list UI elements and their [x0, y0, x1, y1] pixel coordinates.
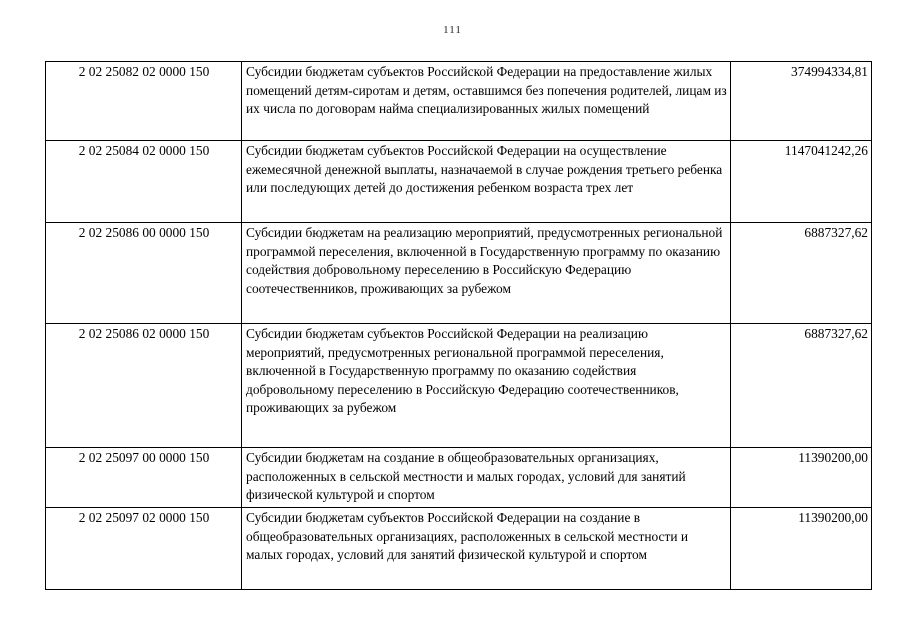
amount-cell: 374994334,81 — [731, 62, 872, 141]
table-row — [46, 62, 872, 141]
table-row — [46, 141, 872, 223]
table-row — [46, 223, 872, 324]
amount-cell: 1147041242,26 — [731, 141, 872, 223]
description-cell: Субсидии бюджетам на создание в общеобразовательных организациях, расположенных в сельской местности и малых городах, условий для занятий физической культурой и спортом — [242, 448, 731, 508]
description-cell: Субсидии бюджетам субъектов Российской Федерации на создание в общеобразовательных организациях, расположенных в сельской местности и малых городах, условий для занятий физической культурой и спортом — [242, 508, 731, 590]
table-row — [46, 448, 872, 508]
budget-revenue-table — [45, 61, 872, 590]
amount-cell: 6887327,62 — [731, 223, 872, 324]
budget-code-cell: 2 02 25097 02 0000 150 — [46, 508, 242, 590]
budget-code-cell: 2 02 25086 00 0000 150 — [46, 223, 242, 324]
budget-code-cell: 2 02 25097 00 0000 150 — [46, 448, 242, 508]
description-cell: Субсидии бюджетам субъектов Российской Федерации на предоставление жилых помещений детям-сиротам и детям, оставшимся без попечения родителей, лицам из их числа по договорам найма специализированных жилых помещений — [242, 62, 731, 141]
table-row — [46, 508, 872, 590]
budget-code-cell: 2 02 25082 02 0000 150 — [46, 62, 242, 141]
table-row — [46, 324, 872, 448]
description-cell: Субсидии бюджетам субъектов Российской Федерации на осуществление ежемесячной денежной выплаты, назначаемой в случае рождения третьего ребенка или последующих детей до достижения ребенком возраста трех лет — [242, 141, 731, 223]
description-cell: Субсидии бюджетам на реализацию мероприятий, предусмотренных региональной программой переселения, включенной в Государственную программу по оказанию содействия добровольному переселению в Российскую Федерацию соотечественников, проживающих за рубежом — [242, 223, 731, 324]
budget-code-cell: 2 02 25084 02 0000 150 — [46, 141, 242, 223]
amount-cell: 6887327,62 — [731, 324, 872, 448]
budget-code-cell: 2 02 25086 02 0000 150 — [46, 324, 242, 448]
amount-cell: 11390200,00 — [731, 448, 872, 508]
page-number: 111 — [443, 24, 462, 36]
amount-cell: 11390200,00 — [731, 508, 872, 590]
description-cell: Субсидии бюджетам субъектов Российской Федерации на реализацию мероприятий, предусмотренных региональной программой переселения, включенной в Государственную программу по оказанию содействия добровольному переселению в Российскую Федерацию соотечественников, проживающих за рубежом — [242, 324, 731, 448]
